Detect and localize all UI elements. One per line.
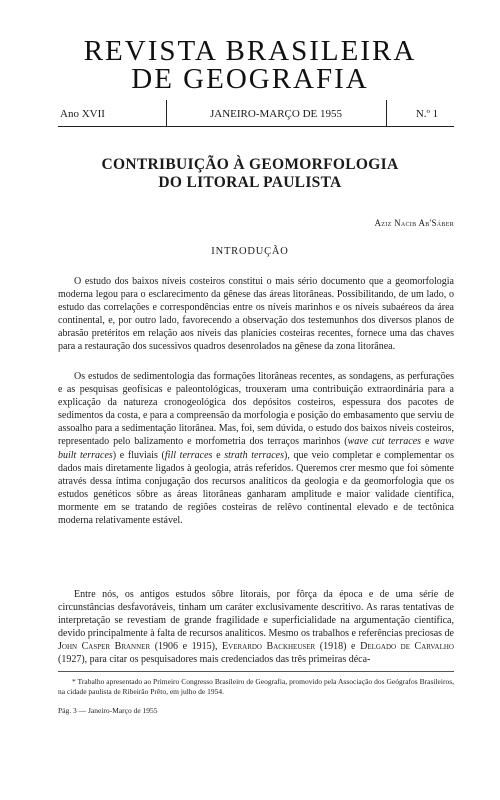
author-name: John Casper Branner xyxy=(58,641,151,653)
page-footer: Pág. 3 — Janeiro-Março de 1955 xyxy=(58,706,158,715)
issue-divider-left xyxy=(166,100,167,126)
paragraph-text: ), que veio completar e complementar os dados mais diretamente ligados à geologia, atrás referidos. Queremos crer mesmo que foi sòmente através dessa íntima conjugação dos recursos analíticos da geologia e da geomorfologia que os estudos genéticos sôbre as áreas litorâneas ganharam amplitude e maior validade científica, mormente em se tratando de regiões costeiras de relêvo continental elevado e de tectônica moderna relativamente estável. xyxy=(58,449,455,527)
issue-number: N.º 1 xyxy=(415,108,439,120)
article-author: Aziz Nacib Ab'Sáber xyxy=(374,218,454,228)
italic-term: wave built terraces xyxy=(58,436,454,461)
paragraph-text: (1927), para citar os pesquisadores mais credenciados das três primeiras déca- xyxy=(58,654,371,666)
paragraph-text: Os estudos de sedimentologia das formações litorâneas recentes, as sondagens, as perfurações e as pesquisas geofísicas e paleontológicas, trouxeram uma contribuição extraordinária para a explicação da natureza cronogeológica dos depósitos costeiros, espessura dos pacotes de sedimentos da costa, e para a compreensão da morfologia e posição do embasamento que serviu de assoalho para a sedimentação litorânea. Mas, foi, sem dúvida, o estudo dos baixos níveis costeiros, representado pelo balizamento e morfometria dos terraços marinhos ( xyxy=(58,371,454,448)
paragraph-text: (1918) e xyxy=(315,641,361,653)
author-name: Everardo Backheuser xyxy=(222,641,316,653)
journal-title-line-2: DE GEOGRAFIA xyxy=(131,63,369,95)
italic-term: wave cut terraces xyxy=(347,436,422,448)
footnote: * Trabalho apresentado ao Primeiro Congresso Brasileiro de Geografia, promovido pela Associação dos Geógrafos Brasileiros, na cidade paulista de Ribeirão Prêto, em julho de 1954. xyxy=(58,677,454,696)
paragraph-text: ) e fluviais ( xyxy=(112,449,165,461)
article-title-line-1: CONTRIBUIÇÃO À GEOMORFOLOGIA xyxy=(101,156,399,173)
italic-term: strath terraces xyxy=(224,449,285,461)
italic-term: fill terraces xyxy=(164,449,213,461)
paragraph-text: e xyxy=(212,449,225,461)
issue-divider-right xyxy=(386,100,387,126)
body-paragraph-3 xyxy=(58,588,454,667)
paragraph-text: e xyxy=(421,436,434,448)
paragraph-text: Entre nós, os antigos estudos sôbre litorais, por fôrça da época e de uma série de circunstâncias desfavoráveis, tinham um caráter exclusivamente descritivo. As raras tentativas de interpretação se revestiam de grande fragilidade e superficialidade na argumentação científica, devido principalmente à falta de recursos analíticos. Mesmo os trabalhos e referências preciosas de xyxy=(58,589,454,640)
issue-year: Ano XVII xyxy=(60,108,105,120)
body-paragraph-2 xyxy=(58,370,454,527)
article-title-line-2: DO LITORAL PAULISTA xyxy=(158,174,342,191)
journal-title-line-1: REVISTA BRASILEIRA xyxy=(83,35,417,67)
body-paragraph-1: O estudo dos baixos níveis costeiros constitui o mais sério documento que a geomorfologia moderna legou para o esclarecimento da gênese das áreas litorâneas. Possibilitando, de um lado, o estudo das correlações e correspondências entre os níveis marinhos e os níveis subaéreos da área continental, e, por outro lado, favorecendo a observação dos testemunhos dos diversos planos de abrasão pretéritos em relação aos níveis das planícies costeiras recentes, fornece uma das chaves para a restauração dos sucessivos quadros desenrolados na gênese da zona litorânea. xyxy=(58,276,454,353)
footnote-divider xyxy=(58,671,454,672)
issue-info-bar xyxy=(58,100,454,127)
issue-date: JANEIRO-MARÇO DE 1955 xyxy=(210,108,342,120)
section-heading: INTRODUÇÃO xyxy=(211,246,289,257)
paragraph-text: (1906 e 1915), xyxy=(150,641,223,653)
author-name: Delgado de Carvalho xyxy=(360,641,454,653)
